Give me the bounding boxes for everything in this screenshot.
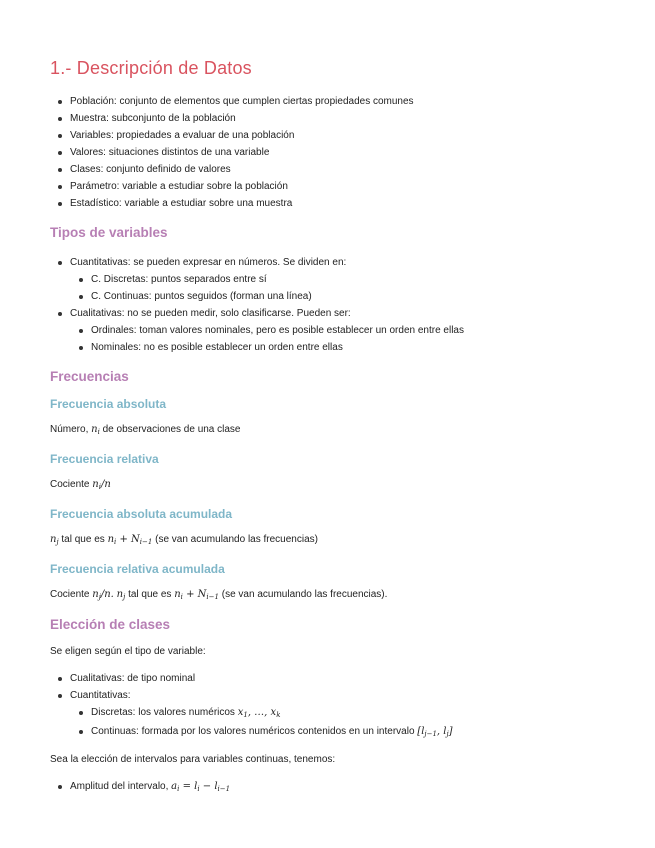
subheading-frecuencia-absoluta: Frecuencia absoluta xyxy=(50,397,167,411)
paragraph-frecuencia-relativa: Cociente $n_i/n$ xyxy=(50,479,111,491)
page-title: 1.- Descripción de Datos xyxy=(50,58,252,78)
definitions-list xyxy=(50,95,625,211)
list-item: Variables: propiedades a evaluar de una población xyxy=(70,129,625,143)
eleccion-list xyxy=(50,672,625,741)
math-amplitud: $a_i = l_i - l_{i-1}$ xyxy=(171,781,231,793)
list-item: Muestra: subconjunto de la población xyxy=(70,112,625,126)
subheading-frecuencia-relativa: Frecuencia relativa xyxy=(50,452,159,466)
cualitativas-sublist xyxy=(70,324,625,355)
section-heading-eleccion: Elección de clases xyxy=(50,617,171,632)
list-item: Cuantitativas: Discretas: los valores numéricos $x_1$, …, $x_k$ Continuas: formada por los valores numéricos contenidos en un intervalo [$l_{j-1}$, $l_j$] xyxy=(70,689,625,741)
document-page xyxy=(50,58,625,799)
paragraph-frecuencia-absoluta: Número, $n_i$ de observaciones de una clase xyxy=(50,424,241,436)
section-heading-frecuencias: Frecuencias xyxy=(50,369,129,384)
list-item: C. Continuas: puntos seguidos (forman una línea) xyxy=(91,290,625,304)
list-item: Cualitativas: de tipo nominal xyxy=(70,672,625,686)
paragraph-frecuencia-absoluta-acumulada: $n_j$ tal que es $n_i + N_{i-1}$ (se van acumulando las frecuencias) xyxy=(50,534,318,546)
paragraph-frecuencia-relativa-acumulada: Cociente $n_j/n$. $n_j$ tal que es $n_i + N_{i-1}$ (se van acumulando las frecuencias). xyxy=(50,589,388,601)
intervalos-list xyxy=(50,780,625,796)
list-item: Población: conjunto de elementos que cumplen ciertas propiedades comunes xyxy=(70,95,625,109)
cuantitativas-sublist xyxy=(70,706,625,741)
math-nj: $n_j$ xyxy=(50,534,59,546)
section-heading-tipos: Tipos de variables xyxy=(50,225,168,240)
list-item: Amplitud del intervalo, $a_i = l_i - l_{i-1}$ xyxy=(70,780,625,796)
subheading-frecuencia-absoluta-acumulada: Frecuencia absoluta acumulada xyxy=(50,507,233,521)
cualitativas-text: Cualitativas: no se pueden medir, solo clasificarse. Pueden ser: xyxy=(70,308,351,319)
paragraph-intervalos: Sea la elección de intervalos para variables continuas, tenemos: xyxy=(50,754,336,765)
math-nj: $n_j$ xyxy=(116,589,126,601)
list-item: Continuas: formada por los valores numéricos contenidos en un intervalo [$l_{j-1}$, $l_j$] xyxy=(91,725,625,741)
cuantitativas-text: Cuantitativas: se pueden expresar en números. Se dividen en: xyxy=(70,257,347,268)
math-ni: $n_i$ xyxy=(91,424,100,436)
list-item: C. Discretas: puntos separados entre sí xyxy=(91,273,625,287)
list-item: Ordinales: toman valores nominales, pero es posible establecer un orden entre ellas xyxy=(91,324,625,338)
cuantitativas-sublist xyxy=(70,273,625,304)
math-nj-over-n: $n_j/n$. xyxy=(92,589,114,601)
math-interval: [$l_{j-1}$, $l_j$] xyxy=(417,726,453,738)
math-ni-over-n: $n_i/n$ xyxy=(92,479,111,491)
math-ni-plus-Ni-1: $n_i + N_{i-1}$ xyxy=(174,589,219,601)
list-item: Discretas: los valores numéricos $x_1$, …, $x_k$ xyxy=(91,706,625,722)
list-item: Estadístico: variable a estudiar sobre una muestra xyxy=(70,197,625,211)
paragraph-eleccion-intro: Se eligen según el tipo de variable: xyxy=(50,646,206,657)
list-item: Clases: conjunto definido de valores xyxy=(70,163,625,177)
math-x1-to-xk: $x_1$, …, $x_k$ xyxy=(237,707,281,719)
list-item: Nominales: no es posible establecer un orden entre ellas xyxy=(91,341,625,355)
math-ni-plus-Ni-1: $n_i + N_{i-1}$ xyxy=(107,534,153,546)
list-item xyxy=(70,256,625,304)
tipos-list xyxy=(50,256,625,355)
subheading-frecuencia-relativa-acumulada: Frecuencia relativa acumulada xyxy=(50,562,225,576)
list-item: Parámetro: variable a estudiar sobre la población xyxy=(70,180,625,194)
list-item: Valores: situaciones distintos de una variable xyxy=(70,146,625,160)
list-item xyxy=(70,307,625,355)
